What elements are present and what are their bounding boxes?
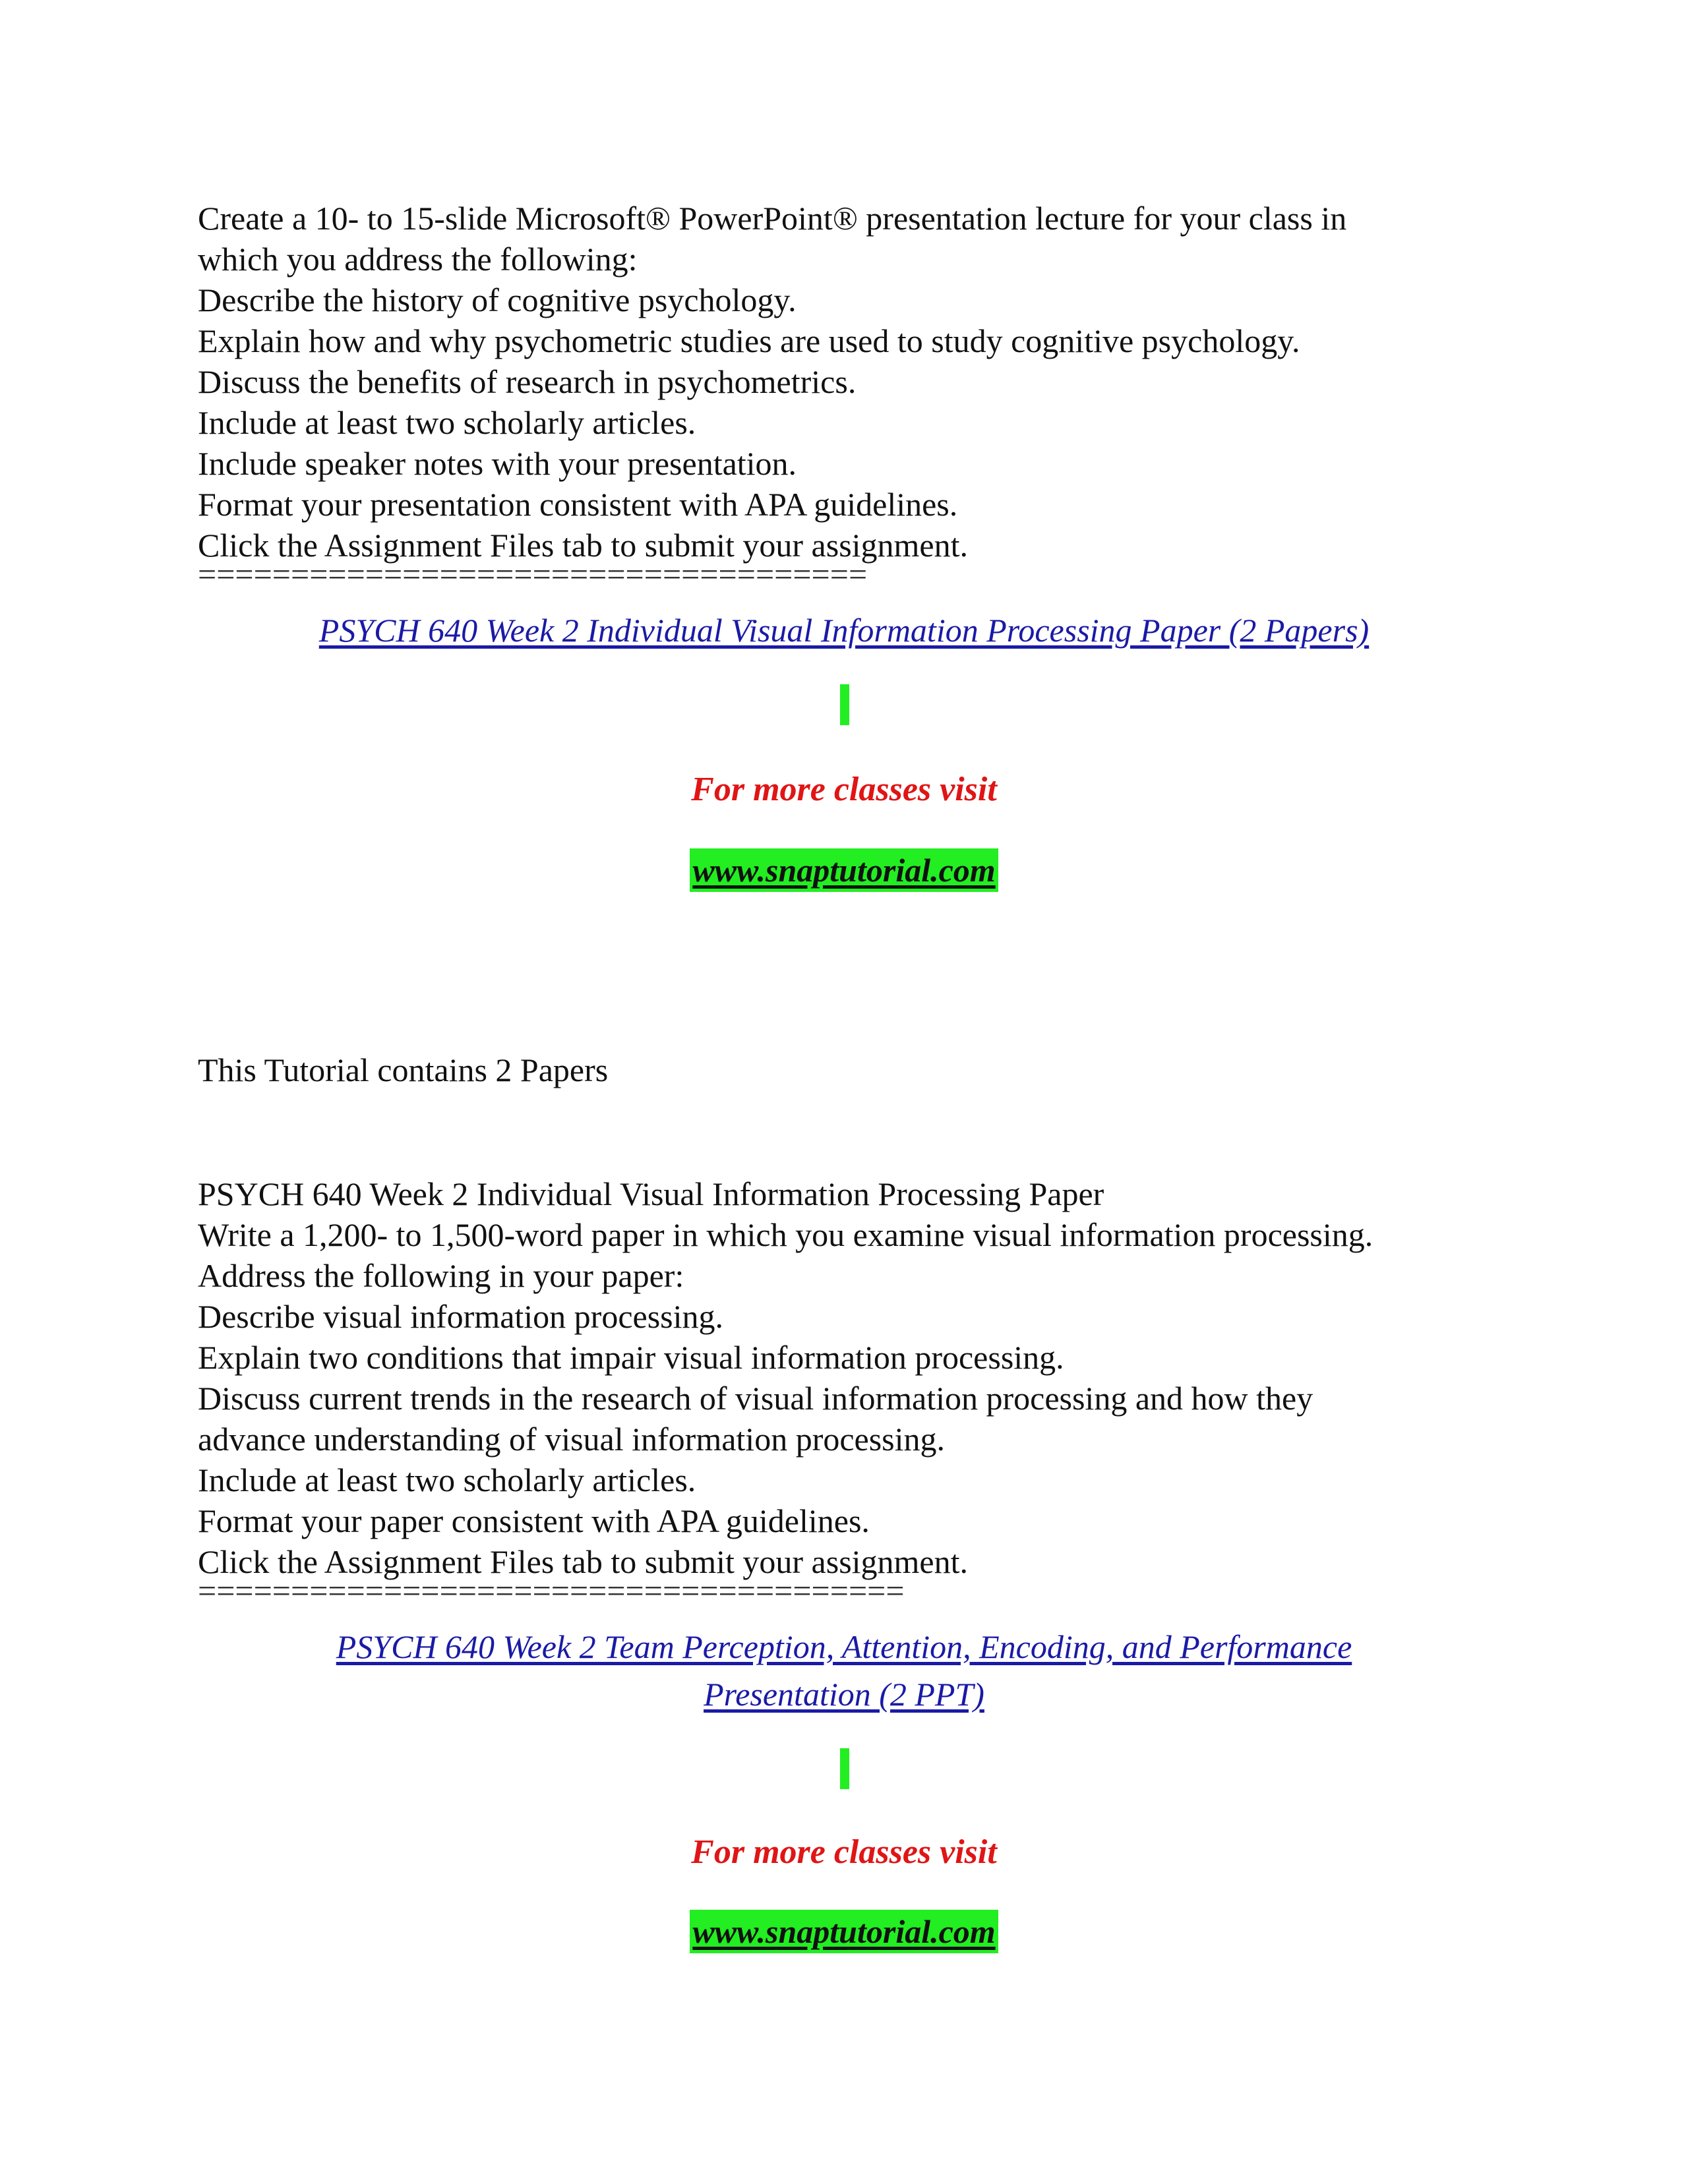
snaptutorial-link[interactable]: www.snaptutorial.com bbox=[690, 848, 998, 892]
tutorial-intro bbox=[198, 1049, 1517, 1090]
text-line: PSYCH 640 Week 2 Individual Visual Information Processing Paper bbox=[198, 1175, 1104, 1212]
text-line: Describe visual information processing. bbox=[198, 1298, 724, 1335]
text-line: Discuss the benefits of research in psychometrics. bbox=[198, 363, 857, 400]
assignment-description-1 bbox=[198, 198, 1517, 585]
promo-site-wrap bbox=[0, 1910, 1688, 1953]
course-link-1 bbox=[0, 606, 1688, 654]
text-line: which you address the following: bbox=[198, 241, 638, 278]
separator-line: ====================================== bbox=[198, 1582, 905, 1602]
green-marker bbox=[840, 684, 849, 725]
text-line: Format your presentation consistent with APA guidelines. bbox=[198, 486, 958, 523]
text-line: Explain how and why psychometric studies are used to study cognitive psychology. bbox=[198, 322, 1300, 359]
text-line: Address the following in your paper: bbox=[198, 1257, 684, 1294]
green-marker bbox=[840, 1748, 849, 1789]
team-presentation-link-line-1[interactable]: PSYCH 640 Week 2 Team Perception, Attention, Encoding, and Performance bbox=[336, 1628, 1352, 1665]
text-line: Discuss current trends in the research of visual information processing and how they bbox=[198, 1380, 1313, 1417]
team-presentation-link-line-2[interactable]: Presentation (2 PPT) bbox=[704, 1676, 984, 1713]
assignment-description-2 bbox=[198, 1173, 1517, 1602]
snaptutorial-link[interactable]: www.snaptutorial.com bbox=[690, 1910, 998, 1953]
text-line: Create a 10- to 15-slide Microsoft® PowerPoint® presentation lecture for your class in bbox=[198, 200, 1347, 237]
promo-heading: For more classes visit bbox=[691, 1833, 997, 1871]
text-line: Include at least two scholarly articles. bbox=[198, 404, 696, 441]
visual-information-paper-link[interactable]: PSYCH 640 Week 2 Individual Visual Information Processing Paper (2 Papers) bbox=[318, 612, 1370, 649]
text-line: Include at least two scholarly articles. bbox=[198, 1461, 696, 1498]
promo-site-wrap bbox=[0, 848, 1688, 892]
text-line: Include speaker notes with your presentation. bbox=[198, 445, 797, 482]
text-line: Click the Assignment Files tab to submit your assignment. bbox=[198, 527, 969, 564]
separator-line: ==================================== bbox=[198, 566, 868, 585]
text-line: This Tutorial contains 2 Papers bbox=[198, 1051, 609, 1088]
text-line: Write a 1,200- to 1,500-word paper in which you examine visual information processing. bbox=[198, 1216, 1373, 1253]
text-line: Click the Assignment Files tab to submit your assignment. bbox=[198, 1543, 969, 1580]
text-line: Describe the history of cognitive psychology. bbox=[198, 281, 797, 318]
text-line: Format your paper consistent with APA guidelines. bbox=[198, 1502, 870, 1539]
course-link-2 bbox=[0, 1623, 1688, 1718]
promo-heading: For more classes visit bbox=[691, 771, 997, 808]
text-line: advance understanding of visual information processing. bbox=[198, 1421, 946, 1458]
text-line: Explain two conditions that impair visual information processing. bbox=[198, 1339, 1064, 1376]
